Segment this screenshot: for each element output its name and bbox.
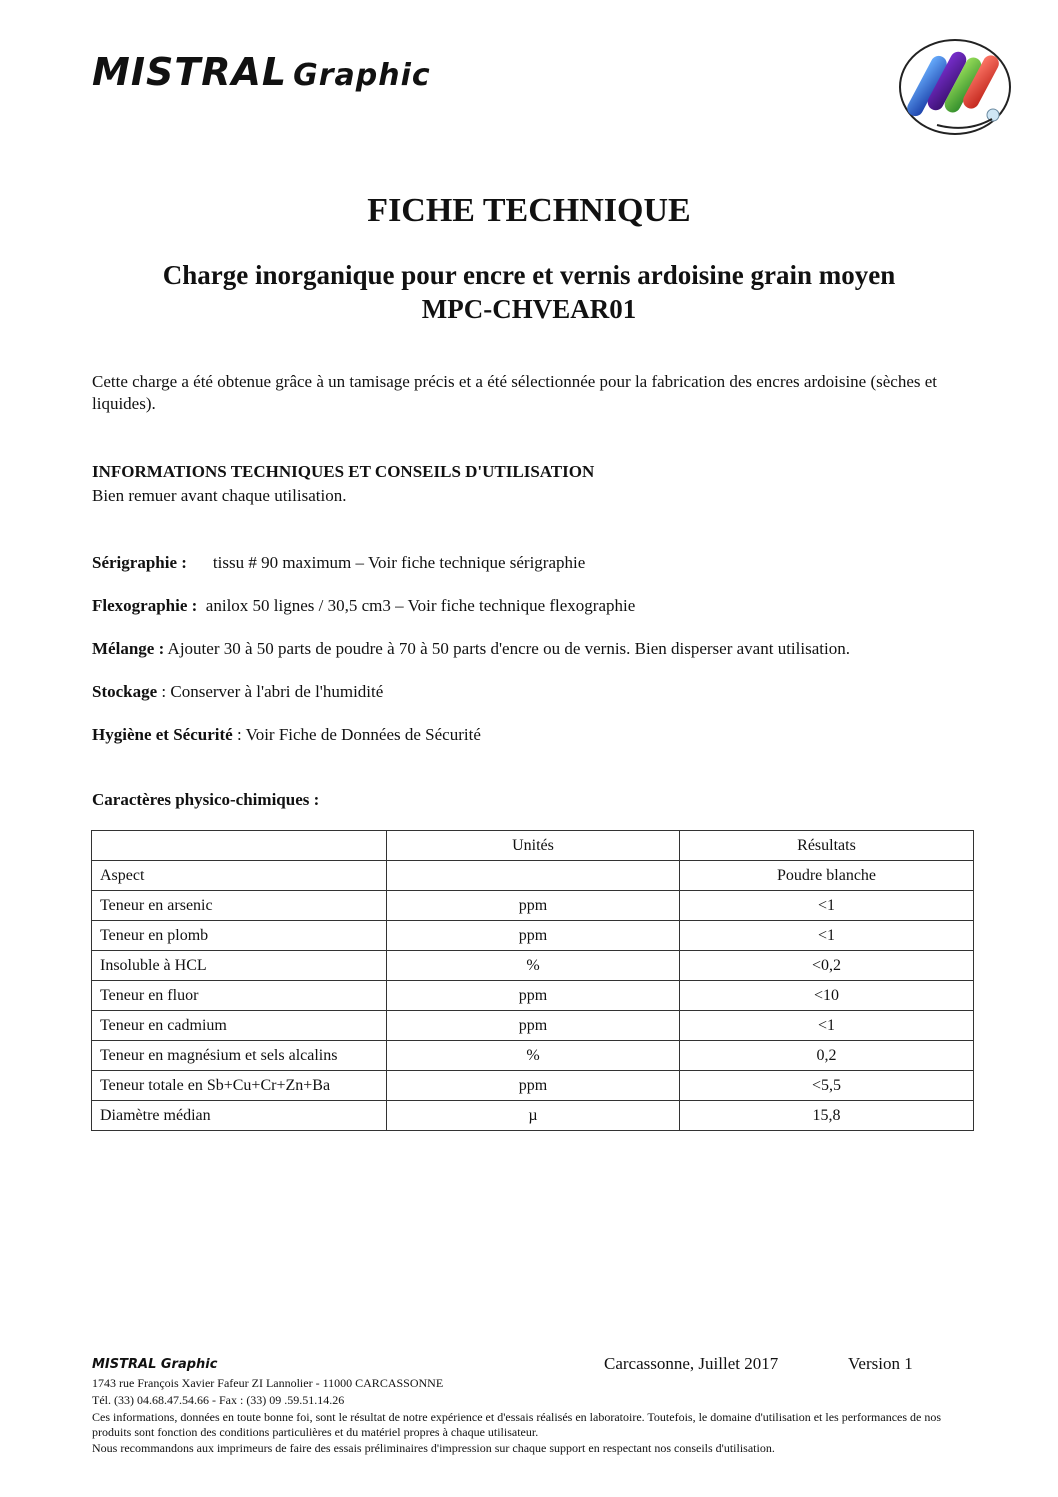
- usage-line-serigraphie: [92, 553, 585, 573]
- table-cell: 0,2: [680, 1041, 974, 1071]
- table-cell: Teneur en plomb: [92, 921, 387, 951]
- footer-version: Version 1: [848, 1354, 913, 1373]
- brand-sub: Graphic: [293, 58, 431, 93]
- table-cell: %: [387, 951, 680, 981]
- table-cell: Teneur en arsenic: [92, 891, 387, 921]
- product-code: MPC-CHVEAR01: [421, 294, 637, 324]
- table-row: [92, 891, 974, 921]
- footer-address: 1743 rue François Xavier Fafeur ZI Lannolier - 11000 CARCASSONNE: [92, 1376, 444, 1390]
- table-cell: ppm: [387, 891, 680, 921]
- table-cell: µ: [387, 1101, 680, 1131]
- table-cell: <1: [680, 891, 974, 921]
- mistral-m-logo-icon: [897, 35, 1015, 137]
- footer-date: Carcassonne, Juillet 2017: [604, 1354, 779, 1373]
- usage-label: Mélange :: [92, 639, 165, 658]
- usage-label: Stockage: [92, 682, 158, 701]
- footer-brand: MISTRAL Graphic: [92, 1357, 218, 1372]
- product-name: Charge inorganique pour encre et vernis ardoisine grain moyen: [162, 260, 896, 290]
- table-cell: 15,8: [680, 1101, 974, 1131]
- table-row: [92, 861, 974, 891]
- usage-text: : Voir Fiche de Données de Sécurité: [236, 725, 481, 744]
- table-row: [92, 921, 974, 951]
- usage-label: Hygiène et Sécurité: [92, 725, 233, 744]
- table-cell: Teneur en fluor: [92, 981, 387, 1011]
- table-cell: Teneur en magnésium et sels alcalins: [92, 1041, 387, 1071]
- footer-phone: Tél. (33) 04.68.47.54.66 - Fax : (33) 09 .59.51.14.26: [92, 1393, 345, 1407]
- table-cell: Insoluble à HCL: [92, 951, 387, 981]
- table-cell: <0,2: [680, 951, 974, 981]
- usage-text: tissu # 90 maximum – Voir fiche technique sérigraphie: [212, 553, 586, 572]
- table-header-cell: Résultats: [680, 831, 974, 861]
- table-row: [92, 1011, 974, 1041]
- brand-logo-text: [92, 50, 431, 94]
- table-title: Caractères physico-chimiques :: [92, 790, 320, 809]
- table-cell: Aspect: [92, 861, 387, 891]
- brand-main: MISTRAL: [92, 50, 288, 94]
- intro-paragraph: Cette charge a été obtenue grâce à un tamisage précis et a été sélectionnée pour la fabrication des encres ardoisine (sèches et liquides).: [92, 372, 938, 413]
- table-cell: <1: [680, 1011, 974, 1041]
- table-header-cell: [92, 831, 387, 861]
- usage-line-flexographie: [92, 596, 635, 616]
- usage-text: anilox 50 lignes / 30,5 cm3 – Voir fiche technique flexographie: [205, 596, 636, 615]
- table-cell: %: [387, 1041, 680, 1071]
- table-header-cell: Unités: [387, 831, 680, 861]
- usage-line-melange: [92, 639, 850, 659]
- table-cell: ppm: [387, 1071, 680, 1101]
- table-cell: ppm: [387, 921, 680, 951]
- table-row: [92, 951, 974, 981]
- table-cell: <5,5: [680, 1071, 974, 1101]
- table-cell: Poudre blanche: [680, 861, 974, 891]
- properties-table: [91, 830, 974, 1131]
- usage-label: Sérigraphie :: [92, 553, 187, 572]
- section-heading: INFORMATIONS TECHNIQUES ET CONSEILS D'UTILISATION: [92, 462, 595, 481]
- page-title: FICHE TECHNIQUE: [367, 192, 691, 229]
- table-row: [92, 1041, 974, 1071]
- table-row: [92, 1071, 974, 1101]
- table-cell: <10: [680, 981, 974, 1011]
- usage-text: Ajouter 30 à 50 parts de poudre à 70 à 50 parts d'encre ou de vernis. Bien disperser avant utilisation.: [167, 639, 850, 658]
- usage-line-stockage: [92, 682, 383, 702]
- table-header-row: [92, 831, 974, 861]
- usage-text: : Conserver à l'abri de l'humidité: [161, 682, 384, 701]
- usage-line-hygiene: [92, 725, 481, 745]
- product-subtitle: [0, 258, 1058, 326]
- table-row: [92, 1101, 974, 1131]
- table-row: [92, 981, 974, 1011]
- table-cell: <1: [680, 921, 974, 951]
- table-cell: Teneur totale en Sb+Cu+Cr+Zn+Ba: [92, 1071, 387, 1101]
- usage-label: Flexographie :: [92, 596, 198, 615]
- table-cell: ppm: [387, 981, 680, 1011]
- table-cell: ppm: [387, 1011, 680, 1041]
- table-cell: Teneur en cadmium: [92, 1011, 387, 1041]
- table-cell: Diamètre médian: [92, 1101, 387, 1131]
- section-note: Bien remuer avant chaque utilisation.: [92, 486, 347, 505]
- footer-disclaimer: Ces informations, données en toute bonne foi, sont le résultat de notre expérience et d'essais réalisés en laboratoire. Toutefois, le domaine d'utilisation et les performances de nos produits sont fonction des conditions particulières et du matériel propres à chaque utilisateur.: [92, 1410, 942, 1439]
- footer-recommendation: Nous recommandons aux imprimeurs de faire des essais préliminaires d'impression sur chaque support en respectant nos conseils d'utilisation.: [92, 1441, 775, 1455]
- table-cell: [387, 861, 680, 891]
